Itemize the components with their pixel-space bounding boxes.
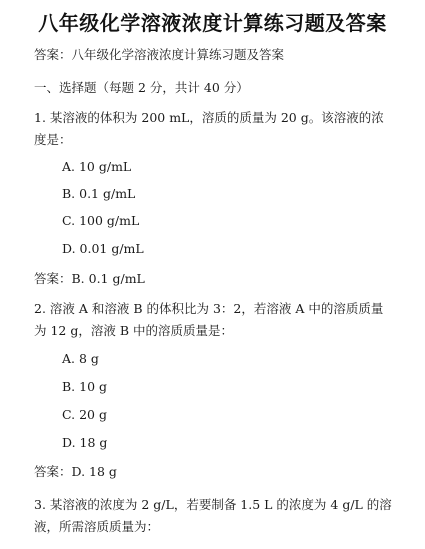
question-2-option-a: A. 8 g <box>62 351 99 366</box>
question-3-stem: 3. 某溶液的浓度为 2 g/L，若要制备 1.5 L 的浓度为 4 g/L 的溶液，所需溶质质量为： <box>34 497 392 534</box>
question-2-answer: 答案：D. 18 g <box>34 464 117 479</box>
question-1-option-b: B. 0.1 g/mL <box>62 186 136 201</box>
question-2-option-b: B. 10 g <box>62 379 108 394</box>
question-1-answer: 答案：B. 0.1 g/mL <box>34 271 145 286</box>
intro-text: 答案：八年级化学溶液浓度计算练习题及答案 <box>34 47 285 62</box>
question-1-option-c: C. 100 g/mL <box>62 213 140 228</box>
document-title: 八年级化学溶液浓度计算练习题及答案 <box>38 11 387 35</box>
question-2-option-d: D. 18 g <box>62 435 108 450</box>
question-1-stem: 1. 某溶液的体积为 200 mL，溶质的质量为 20 g。该溶液的浓度是： <box>34 110 384 147</box>
section-heading: 一、选择题（每题 2 分，共计 40 分） <box>34 80 249 95</box>
question-2-option-c: C. 20 g <box>62 407 107 422</box>
question-2-stem: 2. 溶液 A 和溶液 B 的体积比为 3：2，若溶液 A 中的溶质质量为 12 g，溶液 B 中的溶质质量是： <box>34 301 384 338</box>
question-1-option-d: D. 0.01 g/mL <box>62 241 144 256</box>
question-1-option-a: A. 10 g/mL <box>62 159 132 174</box>
